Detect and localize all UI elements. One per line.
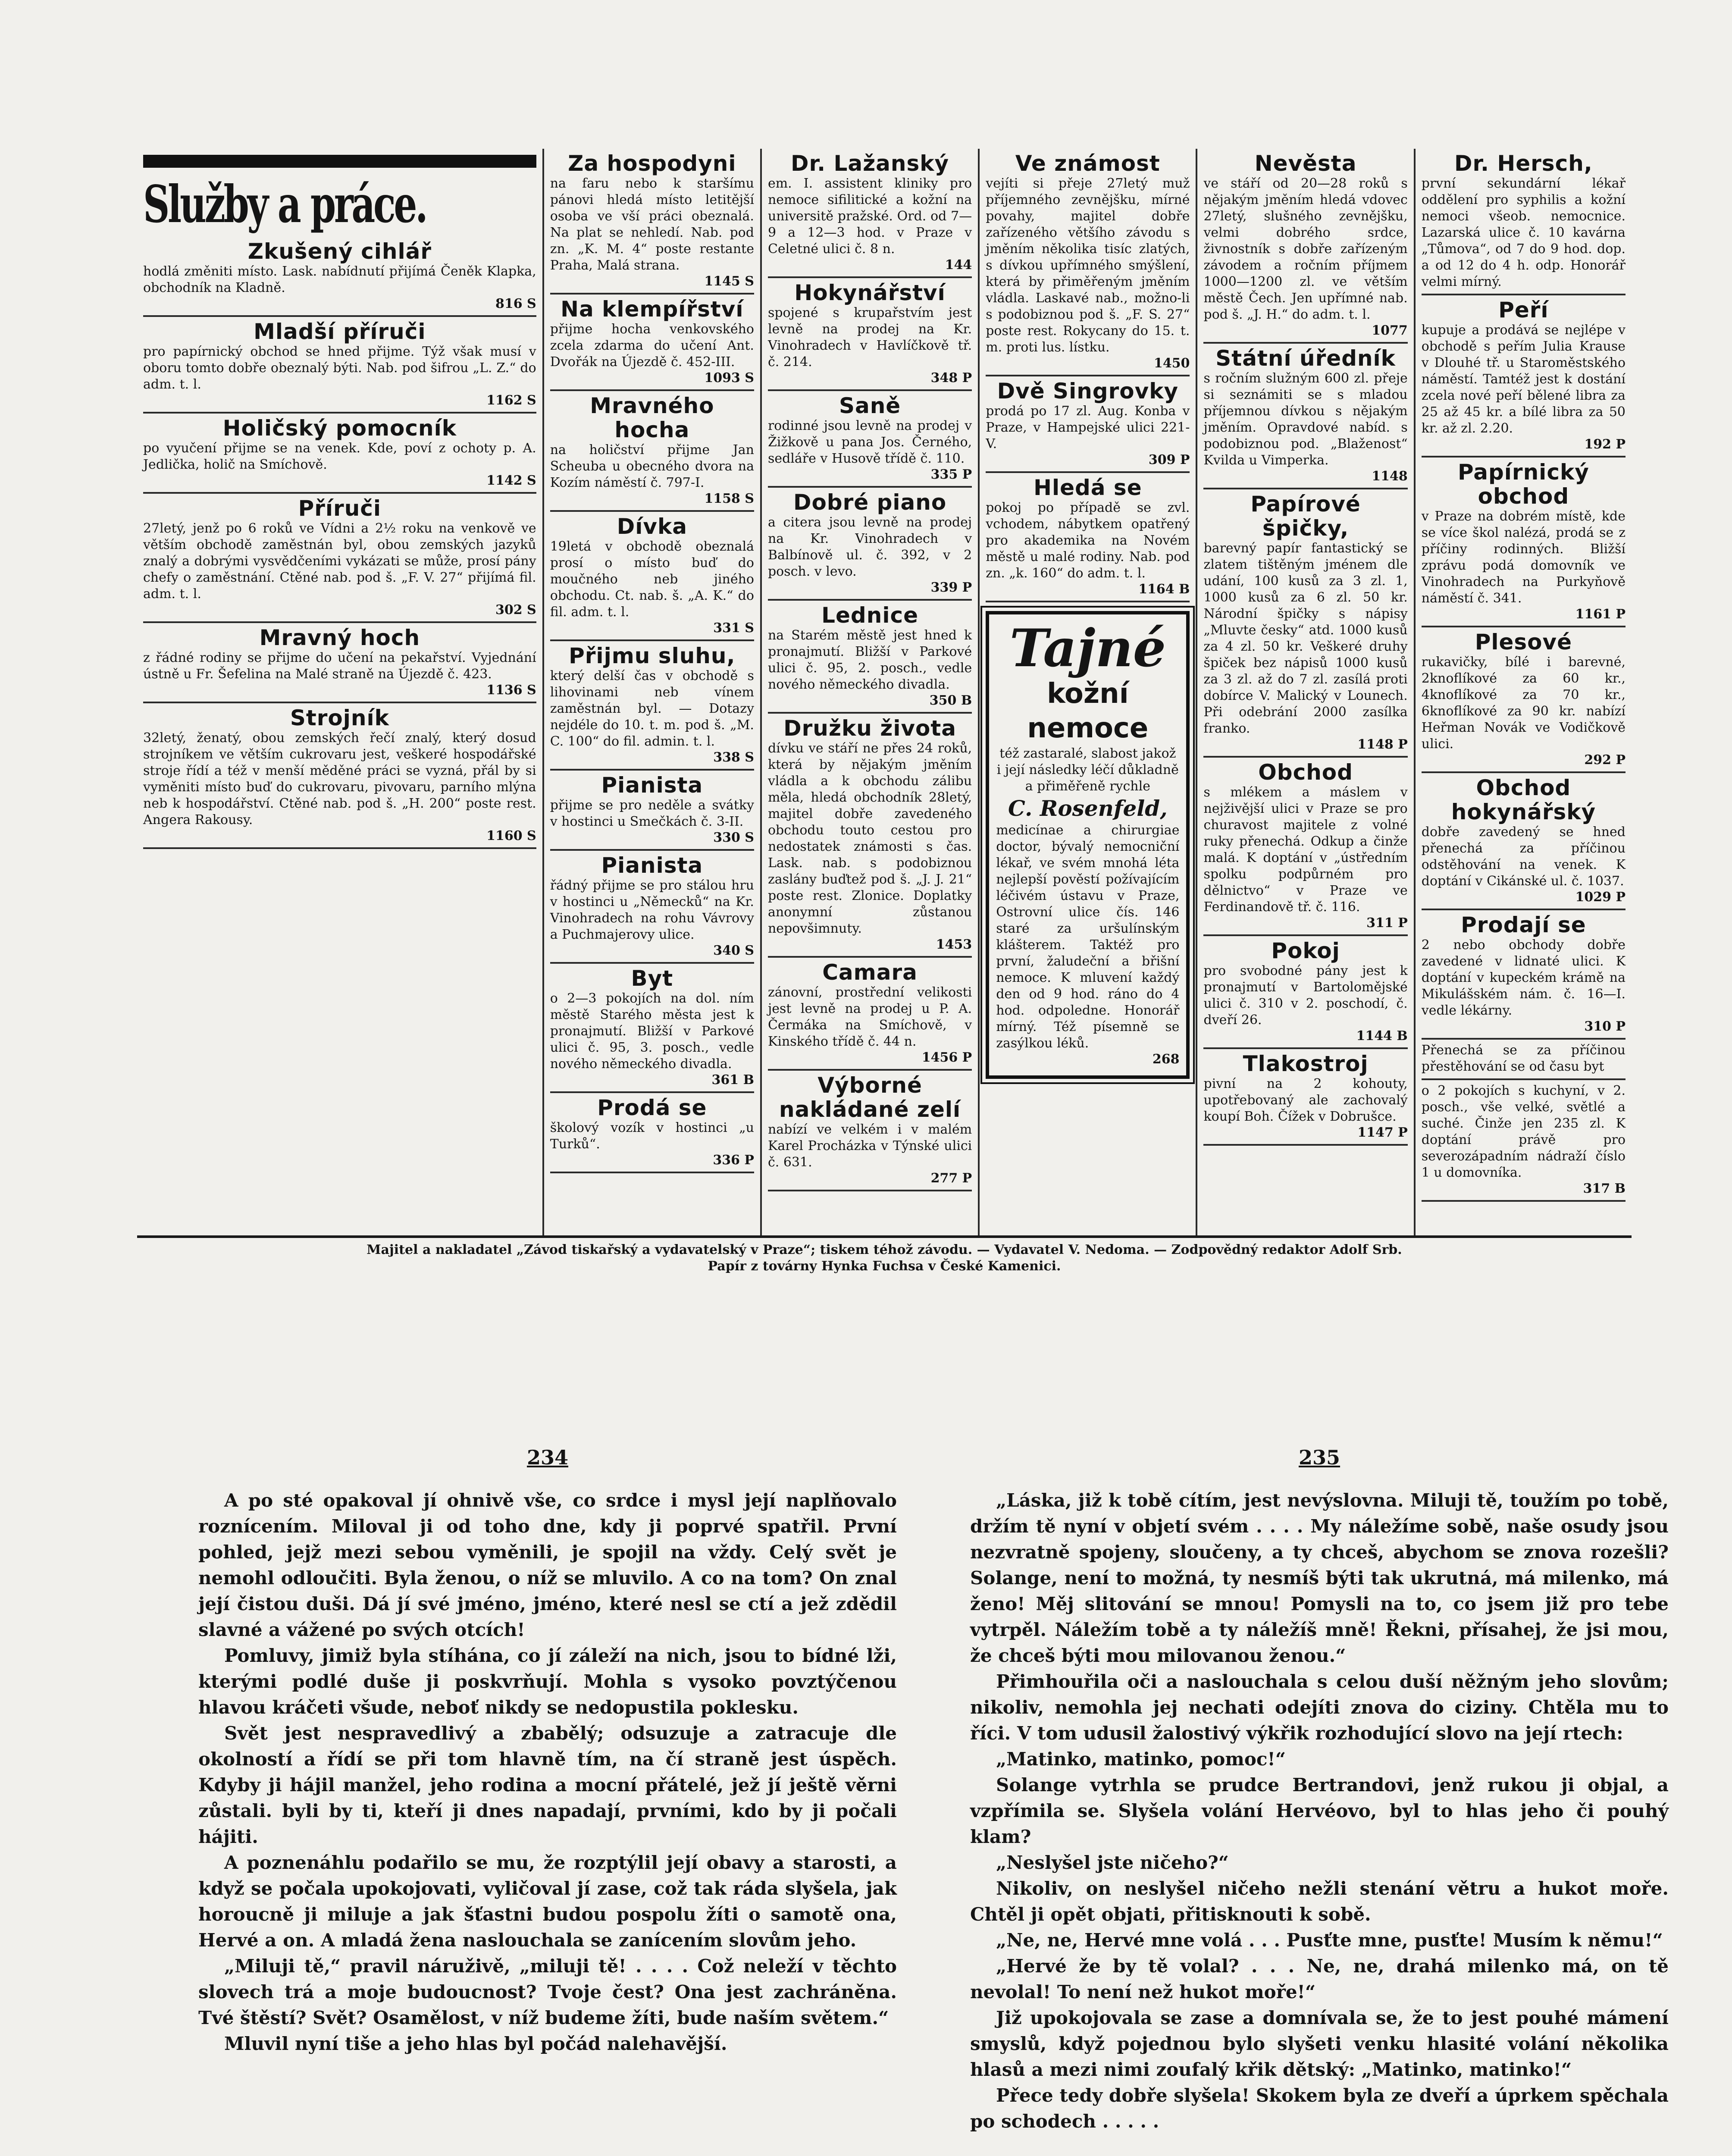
page-number-left: 234 (526, 1446, 569, 1469)
ad-title: Mladší příruči (254, 319, 426, 344)
special-ad-body: medicínae a chirurgiae doctor, bývalý nemocniční lékař, ve svém mnohá léta nejlepší pověstí požívajícím léčivém ústavu v Praze, Ostrovní ulice čís. 146 staré za uršulínským klášterem. Taktéž pro první, žaludeční a břišní nemoce. K mluvení každý den od 9 hod. ráno do 4 hod. odpoledne. Honorář mírný. Též písemně se zasýlkou léků. (996, 823, 1180, 1051)
ad-text: spojené s krupařstvím jest levně na prodej na Kr. Vinohradech v Havlíčkově tř. č. 214. (767, 305, 972, 370)
classified-ad (1422, 295, 1626, 458)
paragraph: „Ne, ne, Hervé mne volá . . . Pusťte mne, pusťte! Musím k němu!“ (996, 1930, 1663, 1951)
ad-title: Plesové (1475, 630, 1572, 655)
special-ad-subtitle: kožní nemoce (1027, 678, 1149, 744)
ad-code: 339 P (930, 580, 972, 595)
ad-text: a citera jsou levně na prodej na Kr. Vinohradech v Balbínově ul. č. 392, v 2 posch. v levo. (767, 515, 972, 579)
ad-text: barevný papír fantastický se zlatem tištěným jménem dle udání, 100 kusů za 3 zl. 1, 1000 kusů za 6 zl. 50 kr. Národní špičky s nápisy „Mluvte česky“ atd. 1000 kusů za 4 zl. 50 kr. Veškeré druhy špiček bez nápisů 1000 kusů za 3 zl. až do 7 zl. zasílá proti dobírce V. Malický v Lounech. Při odebrání 2000 zasílka franko. (1203, 541, 1408, 736)
paragraph: „Miluji tě,“ pravil náruživě, „miluji tě! . . . . Což neleží v těchto slovech trá a moje budoucnost? Tvoje čest? Ona jest zachráněna. Tvé štěstí? Svět? Osamělost, v níž budeme žíti, bude naším světem.“ (198, 1955, 897, 2028)
ad-text: přijme hocha venkovského zcela zdarma do učení Ant. Dvořák na Újezdě č. 452-III. (550, 322, 754, 370)
imprint-line-2: Papír z továrny Hynka Fuchsa v České Kamenici. (708, 1259, 1061, 1274)
ad-title: Mravného hocha (590, 393, 714, 442)
ad-text: s mlékem a máslem v nejživější ulici v Praze se pro churavost majitele z volné ruky přenechá. Odkup a činže malá. K doptání v „ústředním spolku podpůrném pro dělnictvo“ v Praze ve Ferdinandově tř. č. 116. (1203, 785, 1408, 915)
ad-title: Obchod (1258, 760, 1353, 785)
paragraph: Přimhouřila oči a naslouchala s celou duší něžným jeho slovům; nikoliv, nemohla jej nechati odejíti znova do ciziny. Chtěla mu to říci. V tom udusil žalostivý výkřik rozhodující slovo na její rtech: (970, 1671, 1669, 1744)
ad-code: 361 B (711, 1072, 754, 1087)
ad-text: Přenechá se za příčinou přestěhování se od času byt (1421, 1043, 1626, 1074)
ad-code: 335 P (930, 467, 972, 482)
ad-text: o 2—3 pokojích na dol. ním městě Starého města jest k pronajmutí. Bližší v Parkové ulici č. 95, 3. posch., vedle nového německého divadla. (550, 991, 754, 1072)
ad-title: Holičský pomocník (222, 416, 457, 441)
ad-text: rukavičky, bílé i barevné, 2knoflíkové za 60 kr., 4knoflíkové za 70 kr., 6knoflíkové za 90 kr. nabízí Heřman Novák ve Vodičkově ulici. (1421, 655, 1626, 752)
ad-column-3 (762, 149, 980, 1235)
ad-text: kupuje a prodává se nejlépe v obchodě s peřím Julia Krause v Dlouhé tř. u Staroměstského náměstí. Tamtéž jest k dostání zcela nové peří bělené libra za 25 až 45 kr. a bílé libra za 50 kr. až zl. 2.20. (1421, 323, 1626, 436)
ad-title: Papírnický obchod (1457, 460, 1589, 509)
ad-code: 311 P (1366, 915, 1408, 931)
special-ad-name: C. Rosenfeld, (1008, 796, 1168, 821)
imprint-line-1: Majitel a nakladatel „Závod tiskařský a vydavatelský v Praze“; tiskem téhož závodu. — Vydavatel V. Nedoma. — Zodpovědný redaktor Adolf Srb. (366, 1242, 1402, 1257)
ad-text: vejíti si přeje 27letý muž příjemného zevnějšku, mírné povahy, majitel dobře zařízeného většího závodu s jměním několika tisíc zlatých, s dívkou upřímného smýšlení, která by přiměřeným jměním vládla. Laskavé nab., možno-li s podobiznou pod š. „F. S. 27“ poste rest. Rokycany do 15. t. m. proti lus. lístku. (986, 176, 1190, 355)
ad-title: Státní úředník (1215, 346, 1396, 371)
ad-code: 338 S (713, 750, 754, 765)
classified-ad (1203, 344, 1407, 489)
classified-ad (550, 851, 754, 964)
paragraph: „Matinko, matinko, pomoc!“ (996, 1749, 1286, 1770)
ad-text: pro svobodné pány jest k pronajmutí v Bartolomějské ulici č. 310 v 2. poschodí, č. dveří 26. (1203, 963, 1408, 1028)
classified-ad (768, 149, 972, 278)
ad-text: přijme se pro neděle a svátky v hostinci u Smečkách č. 3-II. (550, 798, 754, 829)
classified-ad (1422, 773, 1626, 910)
ad-code: 1160 S (486, 828, 536, 843)
section-banner: Služby a práce. (143, 174, 426, 234)
ad-code: 277 P (930, 1171, 972, 1186)
ad-code: 1142 S (486, 473, 536, 488)
classified-ad (986, 149, 1190, 376)
special-ad-box (986, 611, 1190, 1079)
classified-ad (550, 641, 754, 771)
ad-code: 310 P (1584, 1019, 1626, 1034)
ad-code: 1145 S (704, 274, 754, 289)
classified-ad (143, 237, 536, 317)
classified-ad (1203, 758, 1407, 936)
classified-ad (768, 488, 972, 601)
ad-code: 192 P (1584, 437, 1626, 452)
classified-ad (143, 623, 536, 703)
ad-code: 1148 P (1357, 737, 1408, 752)
ad-text: s ročním služným 600 zl. přeje si seznámiti se s mladou příjemnou dívkou s nějakým jměním. Opravdové nabíd. s podobiznou pod. „Blaženost“ Kvilda u Vimperka. (1203, 371, 1408, 468)
classified-ad (986, 376, 1190, 473)
ad-title: Dr. Lažanský (791, 151, 949, 176)
imprint (137, 1242, 1632, 1275)
ad-code: 1162 S (486, 393, 536, 408)
ad-title: Pokoj (1271, 938, 1340, 963)
ad-code: 1144 B (1356, 1028, 1408, 1044)
ad-title: Výborné nakládané zelí (779, 1073, 961, 1122)
ad-text: řádný přijme se pro stálou hru v hostinci u „Německů“ na Kr. Vinohradech na rohu Vávrovy a Puchmajerovy ulice. (550, 878, 754, 942)
ad-title: Mravný hoch (259, 625, 420, 650)
ad-title: Obchod hokynářský (1451, 775, 1596, 824)
classified-ad (550, 149, 754, 295)
ad-title: Hokynářství (794, 280, 946, 305)
classified-ad (1203, 1049, 1407, 1146)
ad-text: ve stáří od 20—28 roků s nějakým jměním hledá vdovec 27letý, slušného zevnějšku, velmi dobrého srdce, živnostník s dobře zařízeným závodem a ročním příjmem 1000—1200 zl. ve větším městě Čech. Jen upřímné nab. pod š. „J. H.“ do adm. t. l. (1203, 176, 1408, 322)
ad-title: Na klempířství (561, 297, 744, 322)
ad-title: Ve známost (1015, 151, 1160, 176)
classified-ad (143, 494, 536, 623)
classified-ad (768, 278, 972, 391)
right-page-text (970, 1488, 1669, 2134)
ad-list (768, 149, 972, 1191)
classified-ad (768, 601, 972, 714)
ad-list (550, 149, 754, 1173)
ad-text: prodá po 17 zl. Aug. Konba v Praze, v Hampejské ulici 221-V. (986, 404, 1190, 451)
ad-code: 340 S (713, 943, 754, 958)
ad-title: Za hospodyni (568, 151, 736, 176)
ad-text: dobře zavedený se hned přenechá za příčinou odstěhování na venek. K doptání v Cikánské ul. č. 1037. (1421, 824, 1626, 889)
ad-text: hodlá změniti místo. Lask. nabídnutí přijímá Čeněk Klapka, obchodník na Kladně. (143, 264, 536, 295)
ad-title: Pianista (601, 773, 703, 798)
classified-ad (1422, 627, 1626, 773)
ad-title: Hledá se (1034, 475, 1142, 500)
classified-ad (550, 512, 754, 641)
ad-title: Camara (822, 960, 918, 985)
ad-code: 144 (945, 257, 972, 273)
ad-text: dívku ve stáří ne přes 24 roků, která by nějakým jměním vládla a k obchodu zálibu měla, hledá obchodník 28letý, majitel dobře zavedeného obchodu touto cestou pro nedostatek známosti s čas. Lask. nab. s podobiznou zaslány buďtež pod š. „J. J. 21“ poste rest. Zlonice. Doplatky anonymní zůstanou nepovšimnuty. (767, 741, 972, 936)
special-ad-code: 268 (1152, 1052, 1180, 1067)
ad-text: pokoj po případě se zvl. vchodem, nábytkem opatřený pro akademika na Novém městě u malé rodiny. Nab. pod zn. „k. 160“ do adm. t. l. (986, 500, 1190, 581)
ad-text: 27letý, jenž po 6 roků ve Vídni a 2½ roku na venkově ve větším obchodě zaměstnán byl, obou zemských jazyků znalý a dobrými vysvědčeními vykázati se může, prosí pány chefy o zaměstnání. Ctěné nab. pod š. „F. V. 27“ přijímá fil. adm. t. l. (143, 521, 536, 602)
ad-text: zánovní, prostřední velikosti jest levně na prodej u P. A. Čermáka na Smíchově, v Kinského třídě č. 44 n. (767, 985, 972, 1049)
classified-ad (550, 295, 754, 391)
classified-ad (143, 703, 536, 849)
banner-rule (143, 155, 536, 168)
classified-ad (768, 714, 972, 958)
ad-code: 348 P (930, 370, 972, 385)
ad-title: Peří (1498, 298, 1549, 323)
ad-title: Strojník (290, 705, 389, 730)
ad-text: první sekundární lékař oddělení pro syphilis a kožní nemoci všeob. nemocnice. Lazarská ulice č. 10 kavárna „Tůmova“, od 7 do 9 hod. dop. a od 12 do 4 h. odp. Honorář velmi mírný. (1421, 176, 1626, 289)
ad-text: pivní na 2 kohouty, upotřebovaný ale zachovalý koupí Boh. Čížek v Dobrušce. (1203, 1076, 1408, 1124)
advertisement-section (137, 149, 1632, 1238)
classified-ad (143, 414, 536, 494)
ad-title: Saně (839, 393, 901, 418)
ad-text: nabízí ve velkém i v malém Karel Procházka v Týnské ulici č. 631. (767, 1122, 972, 1170)
ad-code: 816 S (495, 296, 536, 311)
classified-ad (550, 391, 754, 512)
ad-list (986, 149, 1190, 602)
ad-list (143, 237, 536, 849)
ad-title: Dvě Singrovky (997, 379, 1179, 404)
paragraph: „Neslyšel jste ničeho?“ (996, 1852, 1229, 1873)
ad-code: 1161 P (1575, 607, 1626, 622)
ad-code: 1136 S (486, 683, 536, 698)
paragraph: Pomluvy, jimiž byla stíhána, co jí záleží na nich, jsou to bídné lži, kterými podlé duše ji poskvrňují. Mohla s vysoko povztýčenou hlavou kráčeti všude, neboť nikdy se nedopustila poklesku. (198, 1645, 897, 1718)
ad-text: na Starém městě jest hned k pronajmutí. Bližší v Parkové ulici č. 95, 2. posch., vedle nového německého divadla. (767, 628, 972, 692)
ad-code: 1077 (1372, 323, 1408, 338)
classified-ad (1203, 149, 1407, 344)
ad-code: 1158 S (704, 491, 754, 506)
ad-text: em. I. assistent kliniky pro nemoce sifilitické a kožní na universitě pražské. Ord. od 7—9 a 12—3 hod. v Praze v Celetné ulici č. 8 n. (767, 176, 972, 257)
classified-ad (768, 958, 972, 1071)
paragraph: Solange vytrhla se prudce Bertrandovi, jenž rukou ji objal, a vzpřímila se. Slyšela volání Hervéovo, byl to hlas jeho či pouhý klam? (970, 1774, 1669, 1847)
classified-ad (768, 1071, 972, 1191)
paragraph: Přece tedy dobře slyšela! Skokem byla ze dveří a úprkem spěchala po schodech . . . . . (970, 2085, 1669, 2132)
paragraph: Mluvil nyní tiše a jeho hlas byl počád nalehavější. (224, 2033, 727, 2054)
classified-ad (1203, 489, 1407, 758)
ad-title: Papírové špičky, (1250, 492, 1361, 541)
ad-column-5 (1197, 149, 1415, 1235)
special-ad-line: též zastaralé, slabost jakož i její následky léčí důkladně a přiměřeně rychle (996, 746, 1179, 794)
ad-text: na faru nebo k staršímu pánovi hledá místo letitější osoba ve vší práci obeznalá. Na plat se nehledí. Nab. pod zn. „K. M. 4“ poste restante Praha, Malá strana. (550, 176, 754, 273)
ad-title: Prodají se (1461, 912, 1586, 937)
ad-code: 1029 P (1575, 890, 1626, 905)
classified-ad (1203, 936, 1407, 1049)
ad-title: Tlakostroj (1243, 1051, 1369, 1076)
ad-title: Dívka (617, 514, 687, 539)
book-page-right (970, 1445, 1669, 2134)
ad-column-6 (1416, 149, 1632, 1235)
paragraph: „Láska, již k tobě cítím, jest nevýslovna. Miluji tě, toužím po tobě, držím tě nyní v objetí svém . . . . My náležíme sobě, naše osudy jsou nezvratně spojeny, sloučeny, a ty chceš, abychom se znova rozešli? Solange, není to možná, ty nesmíš býti tak ukrutná, má milenko, má ženo! Měj slitování se mnou! Pomysli na to, co jsem již pro tebe vytrpěl. Náležím tobě a ty náležíš mně! Řekni, přísahej, že jsi mou, že chceš býti mou milovanou ženou.“ (970, 1490, 1669, 1666)
paragraph: Svět jest nespravedlivý a zbabělý; odsuzuje a zatracuje dle okolností a řídí se při tom hlavně tím, na čí straně jest úspěch. Kdyby ji hájil manžel, jeho rodina a mocní přátelé, jež jí ještě věrni zůstali. byli by ti, kteří ji dnes napadají, prvními, kdo by ji počali hájiti. (198, 1723, 897, 1847)
ad-text: 32letý, ženatý, obou zemských řečí znalý, který dosud strojníkem ve větším cukrovaru jest, veškeré hospodářské stroje řídí a též v menší měděné práci se vyzná, přál by si vyměniti místo buď do cukrovaru, pivovaru, parního mlýna neb k hospodářství. Ctěné nab. pod š. „H. 200“ poste rest. Angera Rakousy. (143, 730, 536, 827)
ad-code: 1453 (936, 937, 972, 952)
ad-code: 1456 P (921, 1050, 972, 1065)
page-number-right: 235 (1298, 1446, 1340, 1469)
ad-title: Nevěsta (1254, 151, 1357, 176)
classified-ad (1422, 910, 1626, 1040)
ad-text: 2 nebo obchody dobře zavedené v lidnaté ulici. K doptání v kupeckém krámě na Mikulášském nám. č. 16—I. vedle lékárny. (1421, 937, 1626, 1018)
ad-title: Družku života (783, 716, 957, 741)
ad-title: Prodá se (597, 1095, 707, 1120)
ad-text: rodinné jsou levně na prodej v Žižkově u pana Jos. Černého, sedláře v Husově třídě č. 110. (767, 418, 972, 466)
ad-title: Byt (631, 966, 673, 991)
ad-code: 1450 (1153, 356, 1190, 371)
ad-column-1 (137, 149, 544, 1235)
ad-text: z řádné rodiny se přijme do učení na pekařství. Vyjednání ústně u Fr. Šefelina na Malé straně na Újezdě č. 423. (143, 650, 536, 682)
ad-code: 292 P (1584, 752, 1626, 768)
ad-title: Dobré piano (793, 490, 947, 515)
ad-code: 1164 B (1138, 582, 1190, 597)
classified-ad (1422, 458, 1626, 627)
ad-title: Příruči (298, 496, 382, 521)
ad-text: který delší čas v obchodě s lihovinami neb vínem zaměstnán byl. — Dotazy nejdéle do 10. t. m. pod š. „M. C. 100“ do fil. admin. t. l. (550, 668, 754, 749)
ad-text: na holičství přijme Jan Scheuba u obecného dvora na Kozím náměstí č. 797-I. (550, 442, 754, 490)
ad-code: 331 S (713, 620, 754, 636)
ad-text: o 2 pokojích s kuchyní, v 2. posch., vše velké, světlé a suché. Činže jen 235 zl. K doptání právě pro severozápadním nádraží číslo 1 u domovníka. (1421, 1083, 1626, 1180)
classified-ad (550, 964, 754, 1093)
paragraph: Nikoliv, on neslyšel ničeho nežli stenání větru a hukot moře. Chtěl ji opět objati, přitisknouti k sobě. (970, 1878, 1669, 1925)
ad-text: školový vozík v hostinci „u Turků“. (550, 1120, 754, 1152)
classified-ad (1422, 1080, 1626, 1202)
ad-code: 317 B (1583, 1181, 1626, 1196)
ad-code: 336 P (713, 1153, 754, 1168)
ad-code: 1147 P (1357, 1125, 1408, 1140)
ad-column-4 (980, 149, 1197, 1235)
paragraph: „Hervé že by tě volal? . . . Ne, ne, drahá milenko má, on tě nevolal! To není než hukot moře!“ (970, 1955, 1669, 2002)
paragraph: A po sté opakoval jí ohnivě vše, co srdce i mysl její naplňovalo roznícením. Miloval ji od toho dne, kdy ji poprvé spatřil. První pohled, jejž mezi sebou vyměnili, je spojil na vždy. Celý svět je nemohl odloučiti. Byla ženou, o níž se mluvilo. A co na tom? On znal její čistou duši. Dá jí své jméno, jméno, které nesl se ctí a jež zdědil slavné a vážené po svých otcích! (198, 1490, 897, 1640)
ad-text: 19letá v obchodě obeznalá prosí o místo buď do moučného neb jiného obchodu. Ct. nab. š. „A. K.“ do fil. adm. t. l. (550, 539, 754, 620)
ad-code: 330 S (713, 830, 754, 845)
ad-column-2 (544, 149, 762, 1235)
ad-text: pro papírnický obchod se hned přijme. Týž však musí v oboru tomto dobře obeznalý býti. Nab. pod šifrou „L. Z.“ do adm. t. l. (143, 344, 536, 392)
classified-ad (143, 317, 536, 414)
book-page-left (198, 1445, 897, 2057)
ad-title: Přijmu sluhu, (569, 643, 736, 668)
ad-title: Pianista (601, 853, 703, 878)
ad-title: Dr. Hersch, (1454, 151, 1593, 176)
classified-ad (550, 1093, 754, 1173)
classified-ad (1422, 149, 1626, 295)
paragraph: Již upokojovala se zase a domnívala se, že to jest pouhé mámení smyslů, když pojednou bylo slyšeti venku hlasité volání několika hlasů a mezi nimi zoufalý křik dětský: „Matinko, matinko!“ (970, 2007, 1669, 2080)
ad-code: 350 B (929, 693, 972, 708)
ad-code: 302 S (495, 602, 536, 617)
special-ad-title: Tajné (1009, 618, 1166, 679)
ad-title: Lednice (821, 603, 919, 628)
ad-title: Zkušený cihlář (247, 239, 432, 264)
ad-code: 1093 S (704, 370, 754, 385)
classified-ad (550, 771, 754, 851)
ad-text: v Praze na dobrém místě, kde se více škol nalézá, prodá se z příčiny rodinných. Bližší zprávu podá domovník ve Vinohradech na Purkyňově náměstí č. 341. (1421, 509, 1626, 606)
classified-ad (986, 473, 1190, 602)
paragraph: A poznenáhlu podařilo se mu, že rozptýlil její obavy a starosti, a když se počala upokojovati, vyličoval jí zase, což tak ráda slyšela, jak horoucně ji miluje a jak šťastni budou pospolu žíti o samotě ona, Hervé a on. A mladá žena naslouchala se zanícením slovům jeho. (198, 1852, 897, 1951)
ad-code: 309 P (1148, 452, 1190, 467)
classified-ad (1422, 1040, 1626, 1080)
ad-code: 1148 (1372, 469, 1408, 484)
ad-text: po vyučení přijme se na venek. Kde, poví z ochoty p. A. Jedlička, holič na Smíchově. (143, 441, 536, 472)
left-page-text (198, 1488, 897, 2057)
classified-ad (768, 391, 972, 488)
ad-list (1203, 149, 1407, 1146)
ad-list (1422, 149, 1626, 1202)
